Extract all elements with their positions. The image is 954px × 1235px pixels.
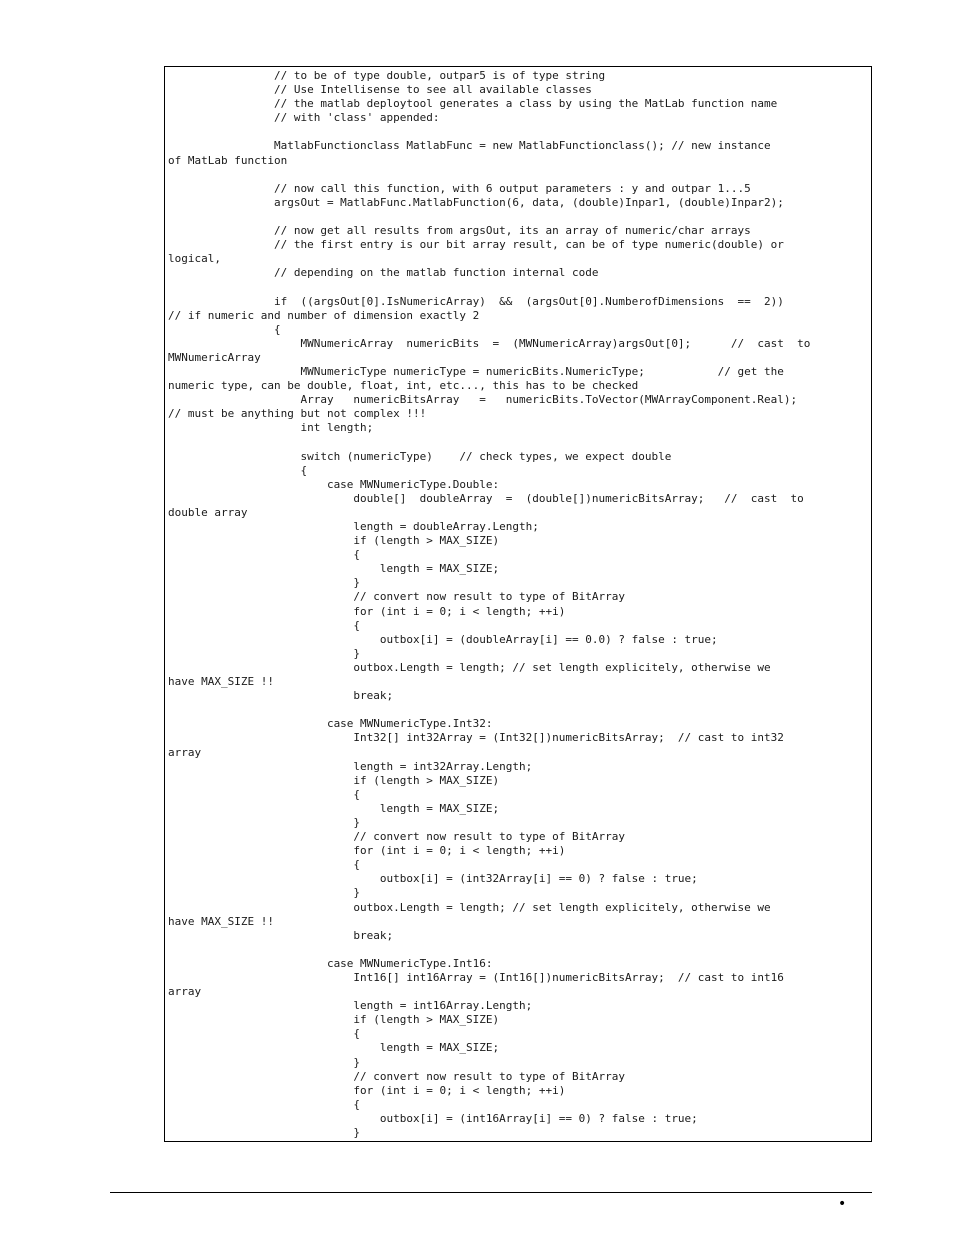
code-lines bbox=[168, 69, 868, 1140]
code-line: { bbox=[168, 618, 361, 632]
code-line bbox=[168, 435, 868, 449]
code-line bbox=[168, 168, 868, 182]
code-line: // now call this function, with 6 output parameters : y and outpar 1...5 bbox=[168, 181, 751, 195]
code-line: outbox[i] = (int16Array[i] == 0) ? false : true; bbox=[168, 1111, 698, 1125]
code-line: Int16[] int16Array = (Int16[])numericBitsArray; // cast to int16 bbox=[168, 971, 784, 984]
code-line: // convert now result to type of BitArray bbox=[168, 1069, 625, 1083]
code-line: if (length > MAX_SIZE) bbox=[168, 534, 500, 548]
code-line: // now get all results from argsOut, its an array of numeric/char arrays bbox=[168, 224, 751, 238]
code-line: { bbox=[168, 1027, 361, 1041]
code-line bbox=[168, 125, 868, 139]
code-line: break; bbox=[168, 689, 394, 703]
footer-bullet: • bbox=[838, 1196, 847, 1212]
code-line: { bbox=[168, 322, 281, 336]
code-line: { bbox=[168, 858, 361, 872]
code-line: // the first entry is our bit array result, can be of type numeric(double) or bbox=[168, 238, 784, 252]
code-line: { bbox=[168, 548, 361, 562]
code-line: { bbox=[168, 1097, 361, 1111]
code-line: numeric type, can be double, float, int, etc..., this has to be checked bbox=[168, 379, 639, 393]
code-line: switch (numericType) // check types, we expect double bbox=[168, 449, 672, 463]
code-line: // if numeric and number of dimension exactly 2 bbox=[168, 308, 480, 322]
code-line: // with 'class' appended: bbox=[168, 111, 440, 125]
code-line: } bbox=[168, 1055, 361, 1069]
code-line: length = MAX_SIZE; bbox=[168, 801, 500, 815]
code-line: of MatLab function bbox=[168, 153, 288, 167]
code-line: length = MAX_SIZE; bbox=[168, 562, 500, 576]
code-line: outbox.Length = length; // set length explicitely, otherwise we bbox=[168, 660, 771, 674]
code-line: for (int i = 0; i < length; ++i) bbox=[168, 1083, 566, 1097]
code-line: double[] doubleArray = (double[])numericBitsArray; // cast to bbox=[168, 491, 804, 505]
code-line: } bbox=[168, 1126, 361, 1140]
code-line: outbox.Length = length; // set length explicitely, otherwise we bbox=[168, 900, 771, 914]
code-line: length = doubleArray.Length; bbox=[168, 520, 539, 533]
code-line: array bbox=[168, 985, 202, 999]
code-line: case MWNumericType.Double: bbox=[168, 477, 500, 491]
code-line: int length; bbox=[168, 421, 374, 435]
code-line: logical, bbox=[168, 252, 221, 266]
code-line: if (length > MAX_SIZE) bbox=[168, 773, 500, 787]
code-line bbox=[168, 703, 868, 717]
code-line: break; bbox=[168, 928, 394, 942]
code-line bbox=[168, 943, 868, 957]
code-line: { bbox=[168, 463, 308, 477]
code-line: } bbox=[168, 646, 361, 660]
code-line: length = int32Array.Length; bbox=[168, 759, 533, 773]
code-line: // convert now result to type of BitArray bbox=[168, 590, 625, 604]
code-line: if ((argsOut[0].IsNumericArray) && (argsOut[0].NumberofDimensions == 2)) bbox=[168, 294, 784, 308]
code-line: length = int16Array.Length; bbox=[168, 999, 533, 1013]
code-line: } bbox=[168, 815, 361, 829]
code-line: for (int i = 0; i < length; ++i) bbox=[168, 844, 566, 858]
code-line: length = MAX_SIZE; bbox=[168, 1041, 500, 1055]
code-line: { bbox=[168, 787, 361, 801]
code-line: MWNumericArray numericBits = (MWNumericArray)argsOut[0]; // cast to bbox=[168, 336, 811, 350]
code-line: outbox[i] = (doubleArray[i] == 0.0) ? false : true; bbox=[168, 632, 718, 646]
code-line: have MAX_SIZE !! bbox=[168, 914, 274, 928]
code-line: case MWNumericType.Int16: bbox=[168, 956, 493, 970]
code-line: // the matlab deploytool generates a class by using the MatLab function name bbox=[168, 97, 778, 111]
code-line: MWNumericArray bbox=[168, 350, 261, 364]
code-line: for (int i = 0; i < length; ++i) bbox=[168, 604, 566, 618]
code-line: Array numericBitsArray = numericBits.ToVector(MWArrayComponent.Real); bbox=[168, 393, 798, 407]
code-line: MatlabFunctionclass MatlabFunc = new MatlabFunctionclass(); // new instance bbox=[168, 139, 771, 153]
code-line bbox=[168, 210, 868, 224]
code-line: Int32[] int32Array = (Int32[])numericBitsArray; // cast to int32 bbox=[168, 731, 784, 745]
code-line: MWNumericType numericType = numericBits.NumericType; // get the bbox=[168, 364, 784, 378]
footer-rule bbox=[110, 1192, 872, 1193]
code-line: // to be of type double, outpar5 is of type string bbox=[168, 69, 606, 82]
code-listing-box bbox=[164, 66, 872, 1142]
code-line: // Use Intellisense to see all available classes bbox=[168, 83, 592, 97]
code-line: case MWNumericType.Int32: bbox=[168, 717, 493, 731]
code-line: } bbox=[168, 576, 361, 590]
code-line: // depending on the matlab function internal code bbox=[168, 266, 599, 280]
code-line: // convert now result to type of BitArray bbox=[168, 830, 625, 844]
code-line: have MAX_SIZE !! bbox=[168, 675, 274, 689]
code-line: double array bbox=[168, 505, 248, 519]
code-line: if (length > MAX_SIZE) bbox=[168, 1013, 500, 1027]
code-line: } bbox=[168, 886, 361, 900]
code-line: outbox[i] = (int32Array[i] == 0) ? false : true; bbox=[168, 872, 698, 886]
code-line: array bbox=[168, 745, 202, 759]
code-line: // must be anything but not complex !!! bbox=[168, 407, 427, 421]
code-line: argsOut = MatlabFunc.MatlabFunction(6, data, (double)Inpar1, (double)Inpar2); bbox=[168, 195, 784, 209]
code-line bbox=[168, 280, 868, 294]
